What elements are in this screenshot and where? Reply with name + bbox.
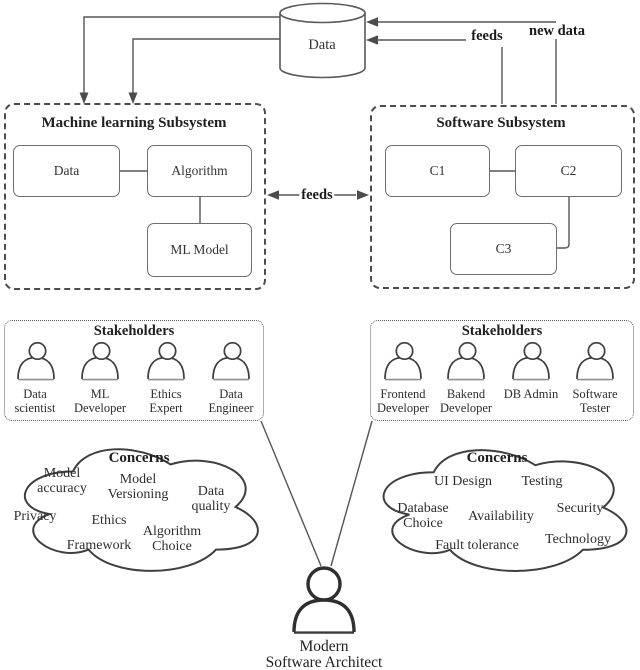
stakeholder-label: Data scientist (14, 387, 56, 415)
concern-item: Framework (66, 538, 132, 553)
sw-c1-box-label: C1 (429, 163, 446, 178)
concern-item: Privacy (13, 509, 57, 524)
feeds-top-label: feeds (471, 28, 503, 44)
sw-stakeholders-to-architect-line (331, 421, 372, 566)
ml-model-box-label: ML Model (170, 242, 229, 257)
ml-model-box (147, 223, 252, 277)
arrowhead-left-icon (366, 35, 378, 45)
sw-subsystem-title: Software Subsystem (436, 115, 566, 131)
sw-c1-box (385, 145, 490, 197)
stakeholder-label: Ethics Expert (149, 387, 183, 415)
ml-subsystem-title: Machine learning Subsystem (41, 115, 227, 131)
concern-item: Data quality (191, 484, 231, 514)
sw-c2-box (515, 145, 622, 197)
arrowhead-right-icon (357, 190, 369, 200)
architect-person-icon (294, 568, 354, 633)
arrowhead-left-icon (267, 190, 279, 200)
architect-label-line2: Software Architect (265, 654, 383, 670)
concern-item: Model Versioning (107, 472, 169, 502)
sw-concerns-title: Concerns (466, 450, 528, 466)
concern-item: Security (556, 501, 604, 516)
data-store-label: Data (308, 37, 336, 53)
stakeholder-label: Data Engineer (208, 387, 254, 415)
ml-data-box-label: Data (53, 163, 80, 178)
sw-c3-box (450, 223, 557, 275)
architect-label-line1: Modern (299, 638, 349, 655)
sw-c3-box-label: C3 (495, 241, 512, 256)
feeds-mid-label: feeds (301, 187, 333, 203)
sw-c2-box-label: C2 (560, 163, 577, 178)
new-data-label: new data (529, 23, 585, 39)
concern-item: Algorithm Choice (142, 524, 202, 554)
concern-item: Model accuracy (37, 466, 87, 496)
data-to-ml-line-2 (133, 39, 280, 93)
ml-stakeholders-to-architect-line (261, 421, 321, 566)
ml-stakeholders-title: Stakeholders (93, 323, 175, 339)
concern-item: Fault tolerance (435, 538, 519, 553)
stakeholder-label: Software Tester (572, 387, 618, 415)
sw-stakeholders-title: Stakeholders (461, 323, 543, 339)
concern-item: Testing (521, 474, 563, 489)
stakeholder-label: ML Developer (73, 387, 127, 415)
concern-item: Technology (545, 532, 611, 547)
concern-item: Availability (468, 509, 534, 524)
ml-concerns-title: Concerns (108, 450, 170, 466)
concern-item: Ethics (91, 513, 127, 528)
ml-data-box (13, 145, 120, 197)
ml-algorithm-box (147, 145, 252, 197)
ml-algorithm-box-label: Algorithm (171, 163, 228, 178)
concern-item: UI Design (434, 474, 492, 489)
data-to-ml-line-1 (84, 17, 280, 93)
stakeholder-label: DB Admin (503, 387, 559, 401)
arrowhead-left-icon (366, 17, 378, 27)
concern-item: Database Choice (397, 501, 449, 531)
stakeholder-label: Frontend Developer (376, 387, 430, 415)
stakeholder-label: Bakend Developer (439, 387, 493, 415)
